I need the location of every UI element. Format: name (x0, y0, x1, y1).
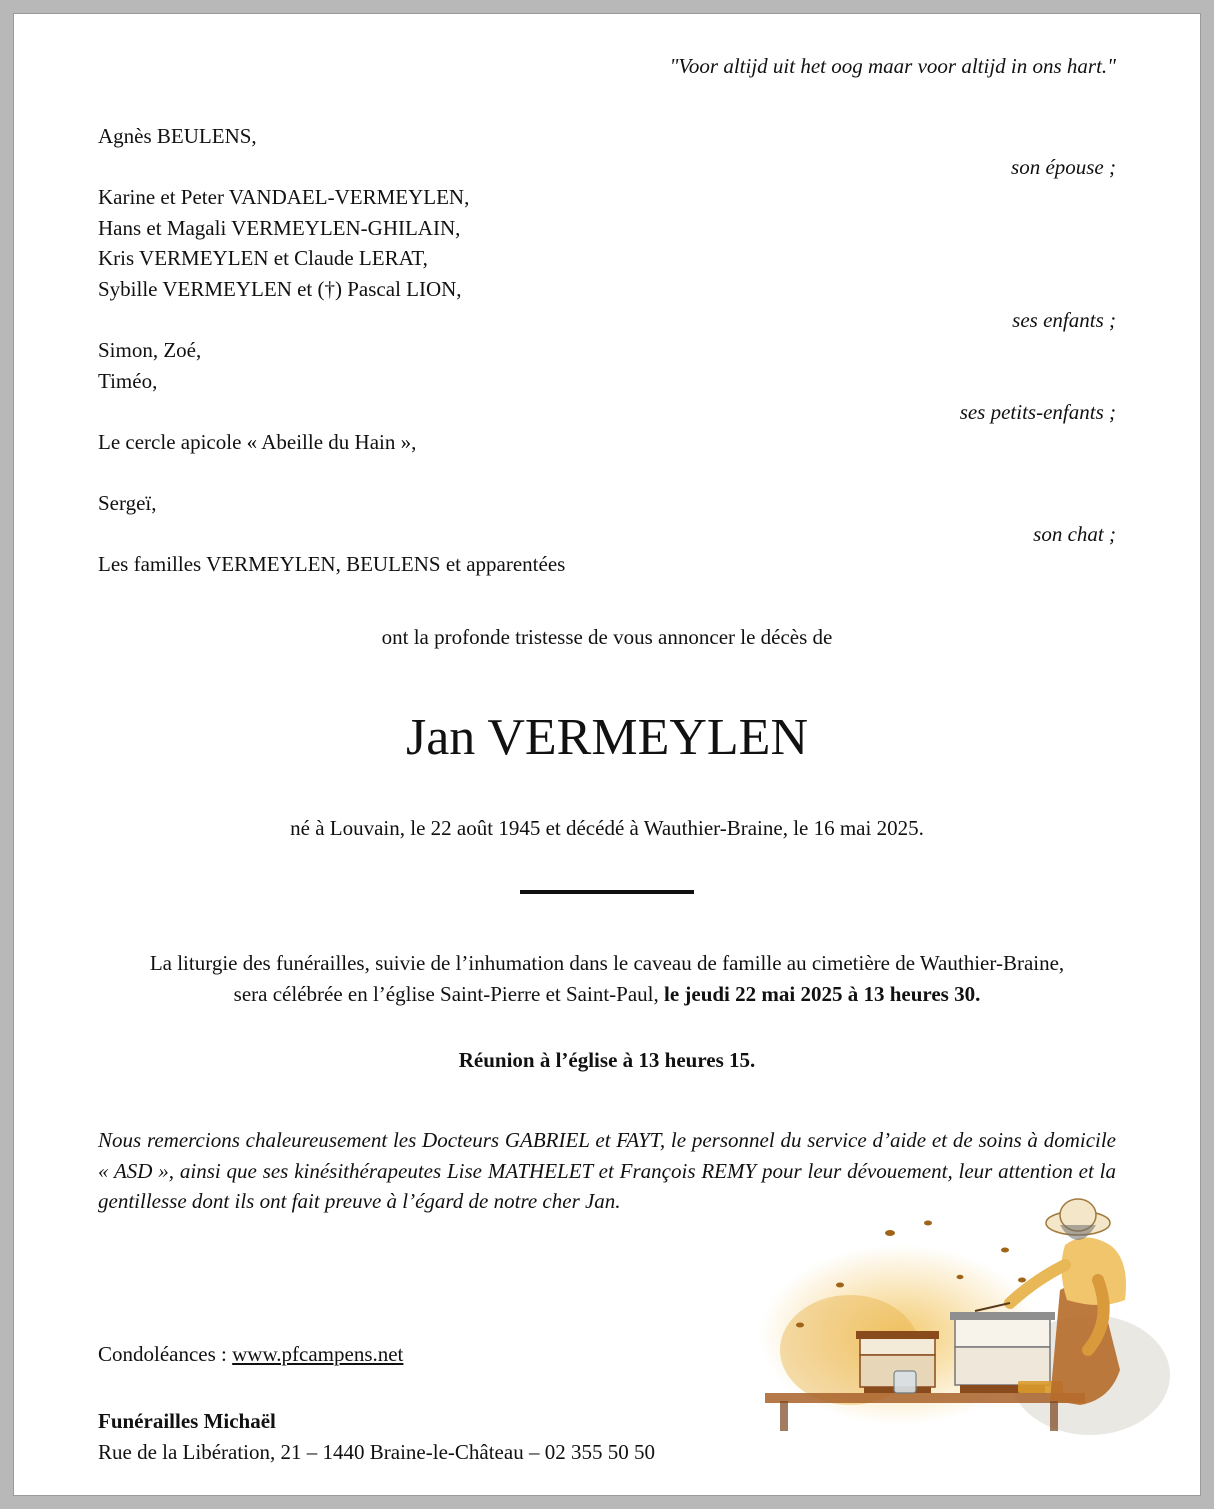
spouse-name: Agnès BEULENS, (98, 124, 257, 148)
child-line: Hans et Magali VERMEYLEN-GHILAIN, (98, 216, 461, 240)
child-line: Kris VERMEYLEN et Claude LERAT, (98, 246, 428, 270)
liturgy-line-1: La liturgie des funérailles, suivie de l’inhumation dans le caveau de famille au cimetière de Wauthier-Braine, (149, 951, 1065, 975)
grandchild-line: Timéo, (98, 369, 158, 393)
memorial-quote: "Voor altijd uit het oog maar voor altijd in ons hart." (669, 54, 1116, 78)
beekeeper-illustration (760, 1185, 1170, 1440)
cat-name: Sergeï, (98, 491, 157, 515)
liturgy-line-2 (0, 979, 1214, 1009)
families-line: Les familles VERMEYLEN, BEULENS et apparentées (98, 552, 566, 576)
funeral-home-address: Rue de la Libération, 21 – 1440 Braine-le-Château – 02 355 50 50 (98, 1440, 655, 1464)
children-role: ses enfants ; (1012, 308, 1116, 332)
thanks-paragraph: Nous remercions chaleureusement les Docteurs GABRIEL et FAYT, le personnel du service d’aide et de soins à domicile « ASD », ainsi que ses kinésithérapeutes Lise MATHELET et François REMY pour leur dévouement, leur attention et la gentillesse dont ils ont fait preuve à l’égard de notre cher Jan. (98, 1128, 1116, 1213)
spouse-role: son épouse ; (1011, 155, 1116, 179)
funeral-home-name: Funérailles Michaël (98, 1409, 276, 1433)
deceased-name: Jan VERMEYLEN (405, 709, 808, 766)
grandchild-line: Simon, Zoé, (98, 338, 202, 362)
grandchildren-role: ses petits-enfants ; (959, 400, 1116, 424)
club-line: Le cercle apicole « Abeille du Hain », (98, 430, 417, 454)
condolences-link[interactable]: www.pfcampens.net (232, 1342, 404, 1366)
separator-rule (520, 890, 694, 894)
child-line: Karine et Peter VANDAEL-VERMEYLEN, (98, 185, 470, 209)
liturgy-place: sera célébrée en l’église Saint-Pierre et Saint-Paul, (233, 982, 664, 1006)
birth-death-line: né à Louvain, le 22 août 1945 et décédé à Wauthier-Braine, le 16 mai 2025. (290, 816, 924, 840)
condolences-line (98, 1339, 403, 1369)
reunion-line: Réunion à l’église à 13 heures 15. (458, 1048, 756, 1072)
condolences-label: Condoléances : (98, 1342, 233, 1366)
cat-role: son chat ; (1033, 522, 1116, 546)
announcement: ont la profonde tristesse de vous annoncer le décès de (381, 625, 833, 649)
child-line: Sybille VERMEYLEN et (†) Pascal LION, (98, 277, 462, 301)
liturgy-datetime: le jeudi 22 mai 2025 à 13 heures 30. (663, 982, 981, 1006)
